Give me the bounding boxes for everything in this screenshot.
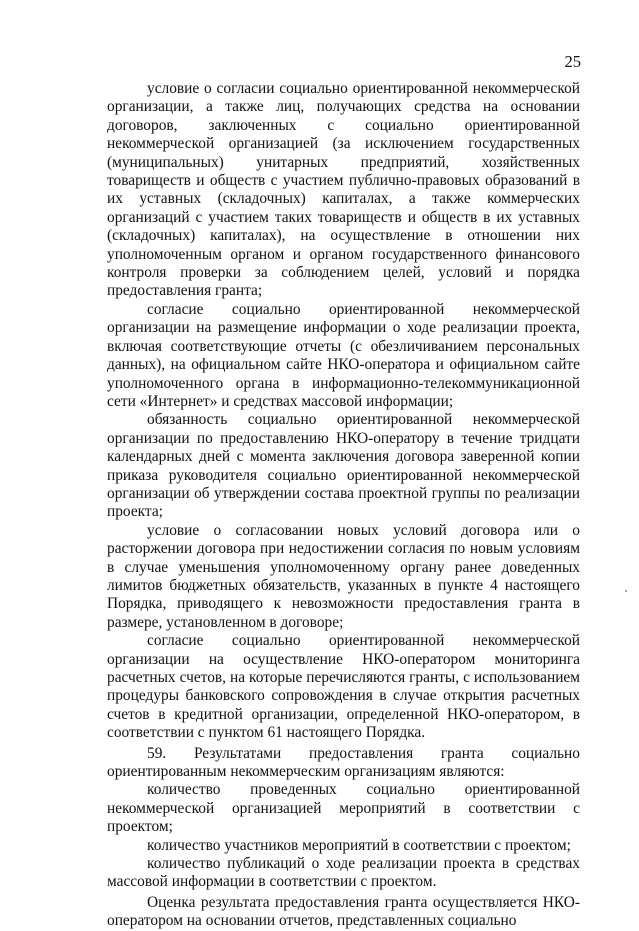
paragraph-clause-59: 59. Результатами предоставления гранта социально ориентированным некоммерческим организациям являются:	[107, 744, 580, 781]
scan-speck	[625, 590, 627, 592]
paragraph-consent-inspection: условие о согласии социально ориентированной некоммерческой организации, а также лиц, получающих средства на основании договоров, заключенных с социально ориентированной некоммерческой организацией (за исключением государственных (муниципальных) унитарных предприятий, хозяйственных товариществ и обществ с участием публично-правовых образований в их уставных (складочных) капиталах, а также коммерческих организаций с участием таких товариществ и обществ в их уставных (складочных) капиталах), на осуществление в отношении них уполномоченным органом и органом государственного финансового контроля проверки за соблюдением целей, условий и порядка предоставления гранта;	[107, 80, 580, 300]
paragraph-obligation-project-team: обязанность социально ориентированной некоммерческой организации по предоставлению НКО-оператору в течение тридцати календарных дней с момента заключения договора заверенной копии приказа руководителя социально ориентированной некоммерческой организации об утверждении состава проектной группы по реализации проекта;	[107, 411, 580, 521]
paragraph-result-participants: количество участников мероприятий в соответствии с проектом;	[147, 836, 571, 854]
paragraph-consent-publication: согласие социально ориентированной некоммерческой организации на размещение информации о ходе реализации проекта, включая соответствующие отчеты (с обезличиванием персональных данных), на официальном сайте НКО-оператора и официальном сайте уполномоченного органа в информационно-телекоммуникационной сети «Интернет» и средствах массовой информации;	[107, 300, 580, 410]
paragraph-consent-monitoring: согласие социально ориентированной некоммерческой организации на осуществление НКО-оператором мониторинга расчетных счетов, на которые перечисляются гранты, с использованием процедуры банковского сопровождения в случае открытия расчетных счетов в кредитной организации, определенной НКО-оператором, в соответствии с пунктом 61 настоящего Порядка.	[107, 632, 580, 742]
paragraph-result-events: количество проведенных социально ориентированной некоммерческой организацией мероприятий в соответствии с проектом;	[107, 781, 580, 836]
body-text	[107, 80, 580, 931]
page-number: 25	[564, 52, 581, 71]
paragraph-evaluation: Оценка результата предоставления гранта осуществляется НКО-оператором на основании отчетов, представленных социально	[107, 893, 580, 930]
paragraph-result-publications: количество публикаций о ходе реализации проекта в средствах массовой информации в соответствии с проектом.	[107, 855, 580, 891]
paragraph-condition-new-terms: условие о согласовании новых условий договора или о расторжении договора при недостижении согласия по новым условиям в случае уменьшения уполномоченному органу ранее доведенных лимитов бюджетных обязательств, указанных в пункте 4 настоящего Порядка, приводящего к невозможности предоставления гранта в размере, установленном в договоре;	[107, 521, 580, 631]
